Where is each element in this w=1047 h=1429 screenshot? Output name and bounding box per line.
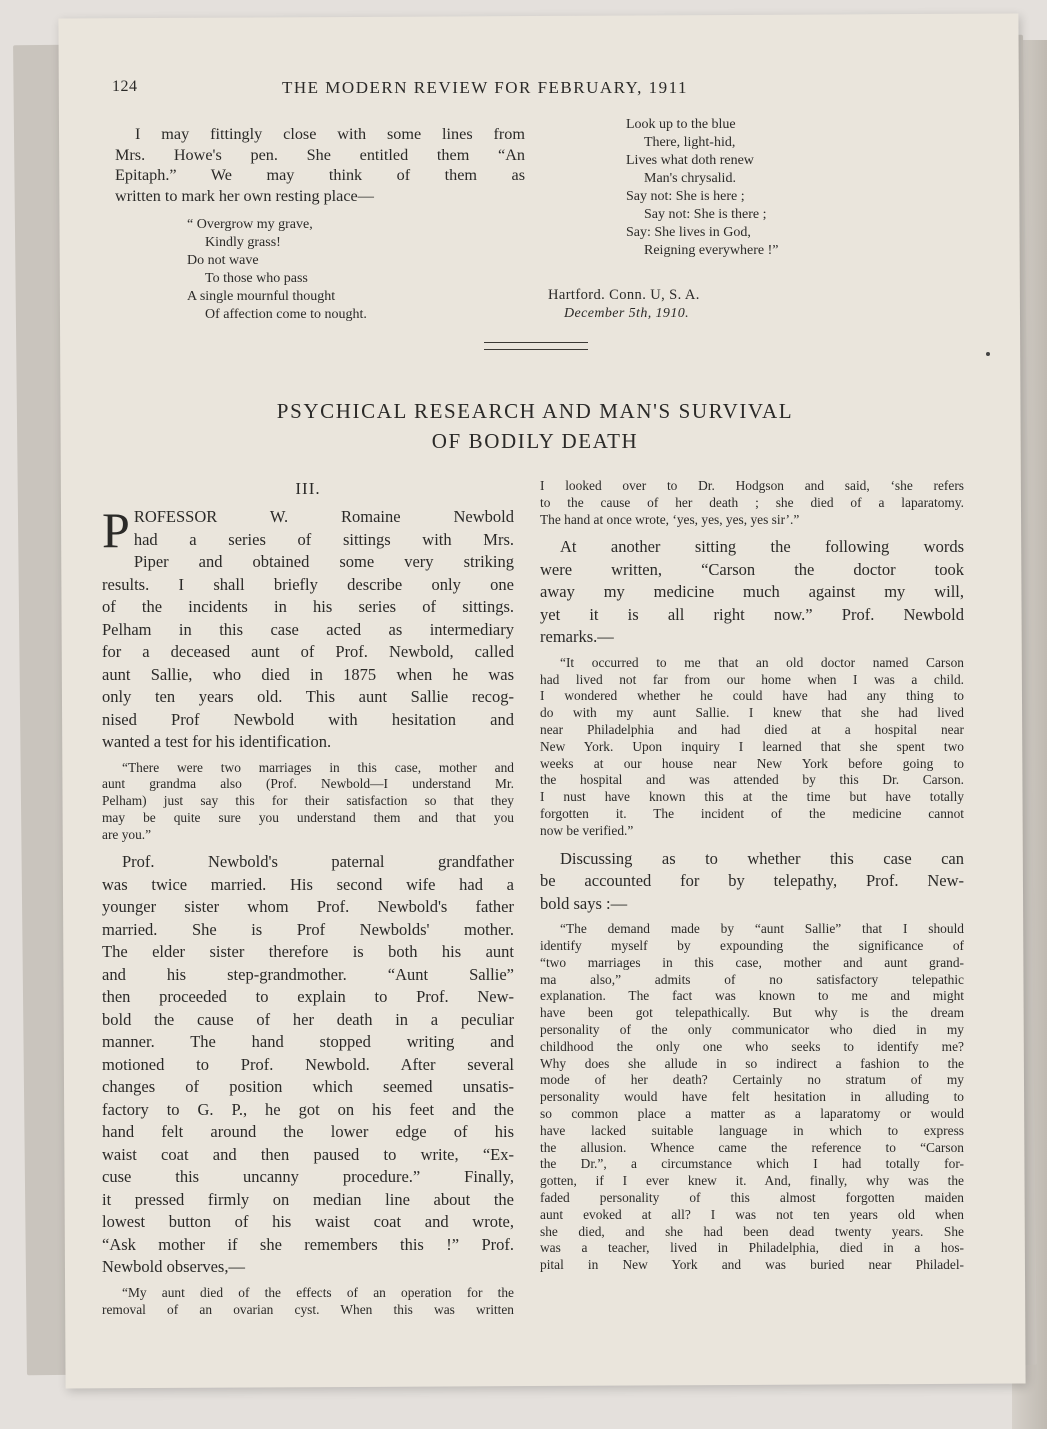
closing-line: Epitaph.” We may think of them as (115, 166, 525, 184)
quote-line: faded personality of this almost forgotten maiden (540, 1189, 964, 1205)
quote-line: do with my aunt Sallie. I knew that she had lived (540, 705, 964, 721)
quote-line: I looked over to Dr. Hodgson and said, ‘she refers (540, 478, 964, 493)
section-divider (484, 342, 588, 350)
paragraph-3 (540, 536, 964, 649)
quote-1 (102, 760, 514, 844)
quote-line: near Philadelphia and had died at a hospital near (540, 722, 964, 738)
epitaph-poem-part1 (187, 216, 525, 324)
text-line: manner. The hand stopped writing and (102, 1032, 514, 1052)
article-title (160, 396, 910, 456)
poem-line: Kindly grass! (205, 235, 281, 250)
text-line: Discussing as to whether this case can (560, 848, 964, 868)
text-line: for a deceased aunt of Prof. Newbold, called (102, 642, 514, 661)
text-line: Piper and obtained some very striking (133, 552, 514, 571)
previous-article-closing (115, 124, 525, 324)
text-line: it pressed firmly on median line about the (102, 1189, 514, 1209)
paragraph-1-text (102, 502, 514, 754)
poem-line: “ Overgrow my grave, (187, 217, 313, 232)
poem-line: Say not: She is here ; (626, 189, 745, 204)
poem-line: Say not: She is there ; (644, 207, 767, 222)
text-line: ROFESSOR W. Romaine Newbold (133, 507, 514, 526)
text-line: hand felt around the lower edge of his (102, 1122, 514, 1142)
page-number: 124 (112, 78, 138, 95)
epitaph-poem-part2 (626, 116, 866, 260)
quote-line: was a teacher, lived in Philadelphia, died in a hos- (540, 1240, 964, 1256)
text-line: aunt Sallie, who died in 1875 when he was (102, 664, 514, 684)
poem-line: Say: She lives in God, (626, 225, 751, 240)
text-line: Newbold observes,— (102, 1257, 245, 1277)
date-line: December 5th, 1910. (564, 306, 690, 321)
text-line: younger sister whom Prof. Newbold's father (102, 897, 514, 917)
text-line: cuse this uncanny procedure.” Finally, (102, 1167, 514, 1187)
text-line: of the incidents in his series of sittings. (102, 597, 514, 616)
quote-line: removal of an ovarian cyst. When this was written (102, 1301, 514, 1317)
text-line: waist coat and then paused to write, “Ex- (102, 1144, 514, 1164)
quote-line: pital in New York and was buried near Philadel- (540, 1257, 964, 1273)
paragraph-4 (540, 848, 964, 916)
quote-line: so common place a matter as a laparatomy or would (540, 1105, 964, 1121)
text-line: The elder sister therefore is both his aunt (102, 942, 514, 962)
quote-line: explanation. The fact was known to me and might (540, 988, 964, 1004)
quote-line: New York. Upon inquiry I learned that she spent two (540, 738, 964, 754)
text-line: only ten years old. This aunt Sallie recog- (102, 687, 514, 706)
closing-line: Mrs. Howe's pen. She entitled them “An (115, 145, 525, 164)
text-line: bold the cause of her death in a peculiar (102, 1009, 514, 1029)
quote-2 (102, 1285, 514, 1319)
text-line: were written, “Carson the doctor took (540, 559, 964, 579)
text-line: bold says :— (540, 893, 628, 913)
text-line: nised Prof Newbold with hesitation and (102, 709, 514, 729)
poem-line: Do not wave (187, 253, 259, 268)
quote-line: “It occurred to me that an old doctor named Carson (560, 654, 964, 670)
quote-line: I nust have known this at the time but have totally (540, 789, 964, 805)
poem-line: There, light-hid, (644, 135, 736, 150)
quote-line: are you.” (102, 826, 152, 842)
journal-title: THE MODERN REVIEW FOR FEBRUARY, 1911 (282, 78, 688, 97)
quote-line: ma also,” admits of no satisfactory telepathic (540, 971, 964, 987)
quote-line: personality of the only communicator who died in my (540, 1021, 964, 1037)
quote-4 (540, 921, 964, 1274)
quote-line: the allusion. Whence came the reference to “Carson (540, 1139, 964, 1155)
poem-line: Reigning everywhere !” (644, 243, 779, 258)
paragraph-1 (102, 502, 514, 754)
text-line: “Ask mother if she remembers this !” Prof. (102, 1234, 514, 1254)
quote-line: now be verified.” (540, 822, 634, 838)
quote-line: she died, and she had been dead twenty years. She (540, 1223, 964, 1239)
quote-line: aunt grandma also (Prof. Newbold—I understand Mr. (102, 776, 514, 792)
quote-line: “two marriages in this case, mother and aunt grand- (540, 954, 964, 970)
quote-line: personality would have felt hesitation in alluding to (540, 1089, 964, 1105)
quote-line: Why does she allude in so indirect a fashion to the (540, 1055, 964, 1071)
quote-line: may be quite sure you understand them and that you (102, 809, 514, 825)
quote-line: “There were two marriages in this case, mother and (122, 759, 514, 775)
quote-line: had lived not far from our home when I was a child. (540, 671, 964, 687)
text-line: then proceeded to explain to Prof. New- (102, 987, 514, 1007)
quote-line: I wondered whether he could have had any thing to (540, 688, 964, 704)
quote-line: mode of her death? Certainly no stratum of my (540, 1072, 964, 1088)
quote-line: to the cause of her death ; she died of a laparatomy. (540, 494, 964, 510)
paragraph-2 (102, 851, 514, 1279)
text-line: Pelham in this case acted as intermediary (102, 619, 514, 639)
running-header (112, 78, 792, 104)
text-line: and his step-grandmother. “Aunt Sallie” (102, 964, 514, 984)
quote-line: forgotten it. The incident of the medicine cannot (540, 806, 964, 822)
text-line: was twice married. His second wife had a (102, 874, 514, 894)
text-line: had a series of sittings with Mrs. (133, 529, 514, 549)
article-title-line2: OF BODILY DEATH (431, 429, 639, 453)
quote-line: aunt evoked at all? I was not ten years old when (540, 1206, 964, 1222)
section-number: III. (295, 479, 321, 498)
text-line: remarks.— (540, 627, 614, 647)
poem-line: Man's chrysalid. (644, 171, 736, 186)
drop-cap: P (102, 502, 130, 558)
quote-line: weeks at our house near New York before going to (540, 755, 964, 771)
text-line: factory to G. P., he got on his feet and the (102, 1099, 514, 1119)
text-line: be accounted for by telepathy, Prof. New- (540, 871, 964, 891)
poem-line: To those who pass (205, 271, 308, 286)
text-line: married. She is Prof Newbolds' mother. (102, 919, 514, 939)
poem-line: A single mournful thought (187, 289, 336, 304)
text-line: away my medicine much against my will, (540, 582, 964, 602)
quote-line: “My aunt died of the effects of an operation for the (122, 1284, 514, 1300)
quote-line: the hospital and was attended by this Dr. Carson. (540, 772, 964, 788)
paper-speck (986, 352, 990, 356)
quote-3 (540, 655, 964, 840)
text-line: wanted a test for his identification. (102, 732, 332, 751)
text-line: Prof. Newbold's paternal grandfather (122, 852, 514, 872)
text-line: lowest button of his waist coat and wrote, (102, 1212, 514, 1232)
quote-line: gotten, if I ever knew it. And, finally, why was the (540, 1173, 964, 1189)
poem-line: Lives what doth renew (626, 153, 754, 168)
text-line: changes of position which seemed unsatis- (102, 1077, 514, 1097)
poem-line: Of affection come to nought. (205, 307, 367, 322)
text-line: At another sitting the following words (560, 537, 964, 557)
quote-line: “The demand made by “aunt Sallie” that I should (560, 921, 964, 937)
previous-article-continuation (548, 116, 866, 323)
quote-line: Pelham) just say this for their satisfaction so that they (102, 793, 514, 809)
quote-2-continued (540, 478, 964, 528)
place-line: Hartford. Conn. U, S. A. (548, 287, 700, 303)
right-column (540, 478, 964, 1282)
quote-line: identify myself by expounding the significance of (540, 937, 964, 953)
quote-line: The hand at once wrote, ‘yes, yes, yes, yes sir’.” (540, 511, 800, 527)
closing-line: written to mark her own resting place— (115, 186, 374, 205)
poem-line: Look up to the blue (626, 117, 736, 132)
left-column (102, 478, 514, 1327)
quote-line: the Dr.”, a circumstance which I had totally for- (540, 1156, 964, 1172)
text-line: results. I shall briefly describe only one (102, 574, 514, 594)
quote-line: have lacked suitable language in which to express (540, 1122, 964, 1138)
text-line: yet it is all right now.” Prof. Newbold (540, 604, 964, 624)
text-line: motioned to Prof. Newbold. After several (102, 1054, 514, 1074)
closing-paragraph (115, 124, 525, 206)
quote-line: childhood the only one who seeks to identify me? (540, 1038, 964, 1054)
closing-line: I may fittingly close with some lines from (135, 125, 525, 143)
article-title-line1: PSYCHICAL RESEARCH AND MAN'S SURVIVAL (276, 399, 794, 423)
quote-line: have been got telepathically. But why is the dream (540, 1005, 964, 1021)
